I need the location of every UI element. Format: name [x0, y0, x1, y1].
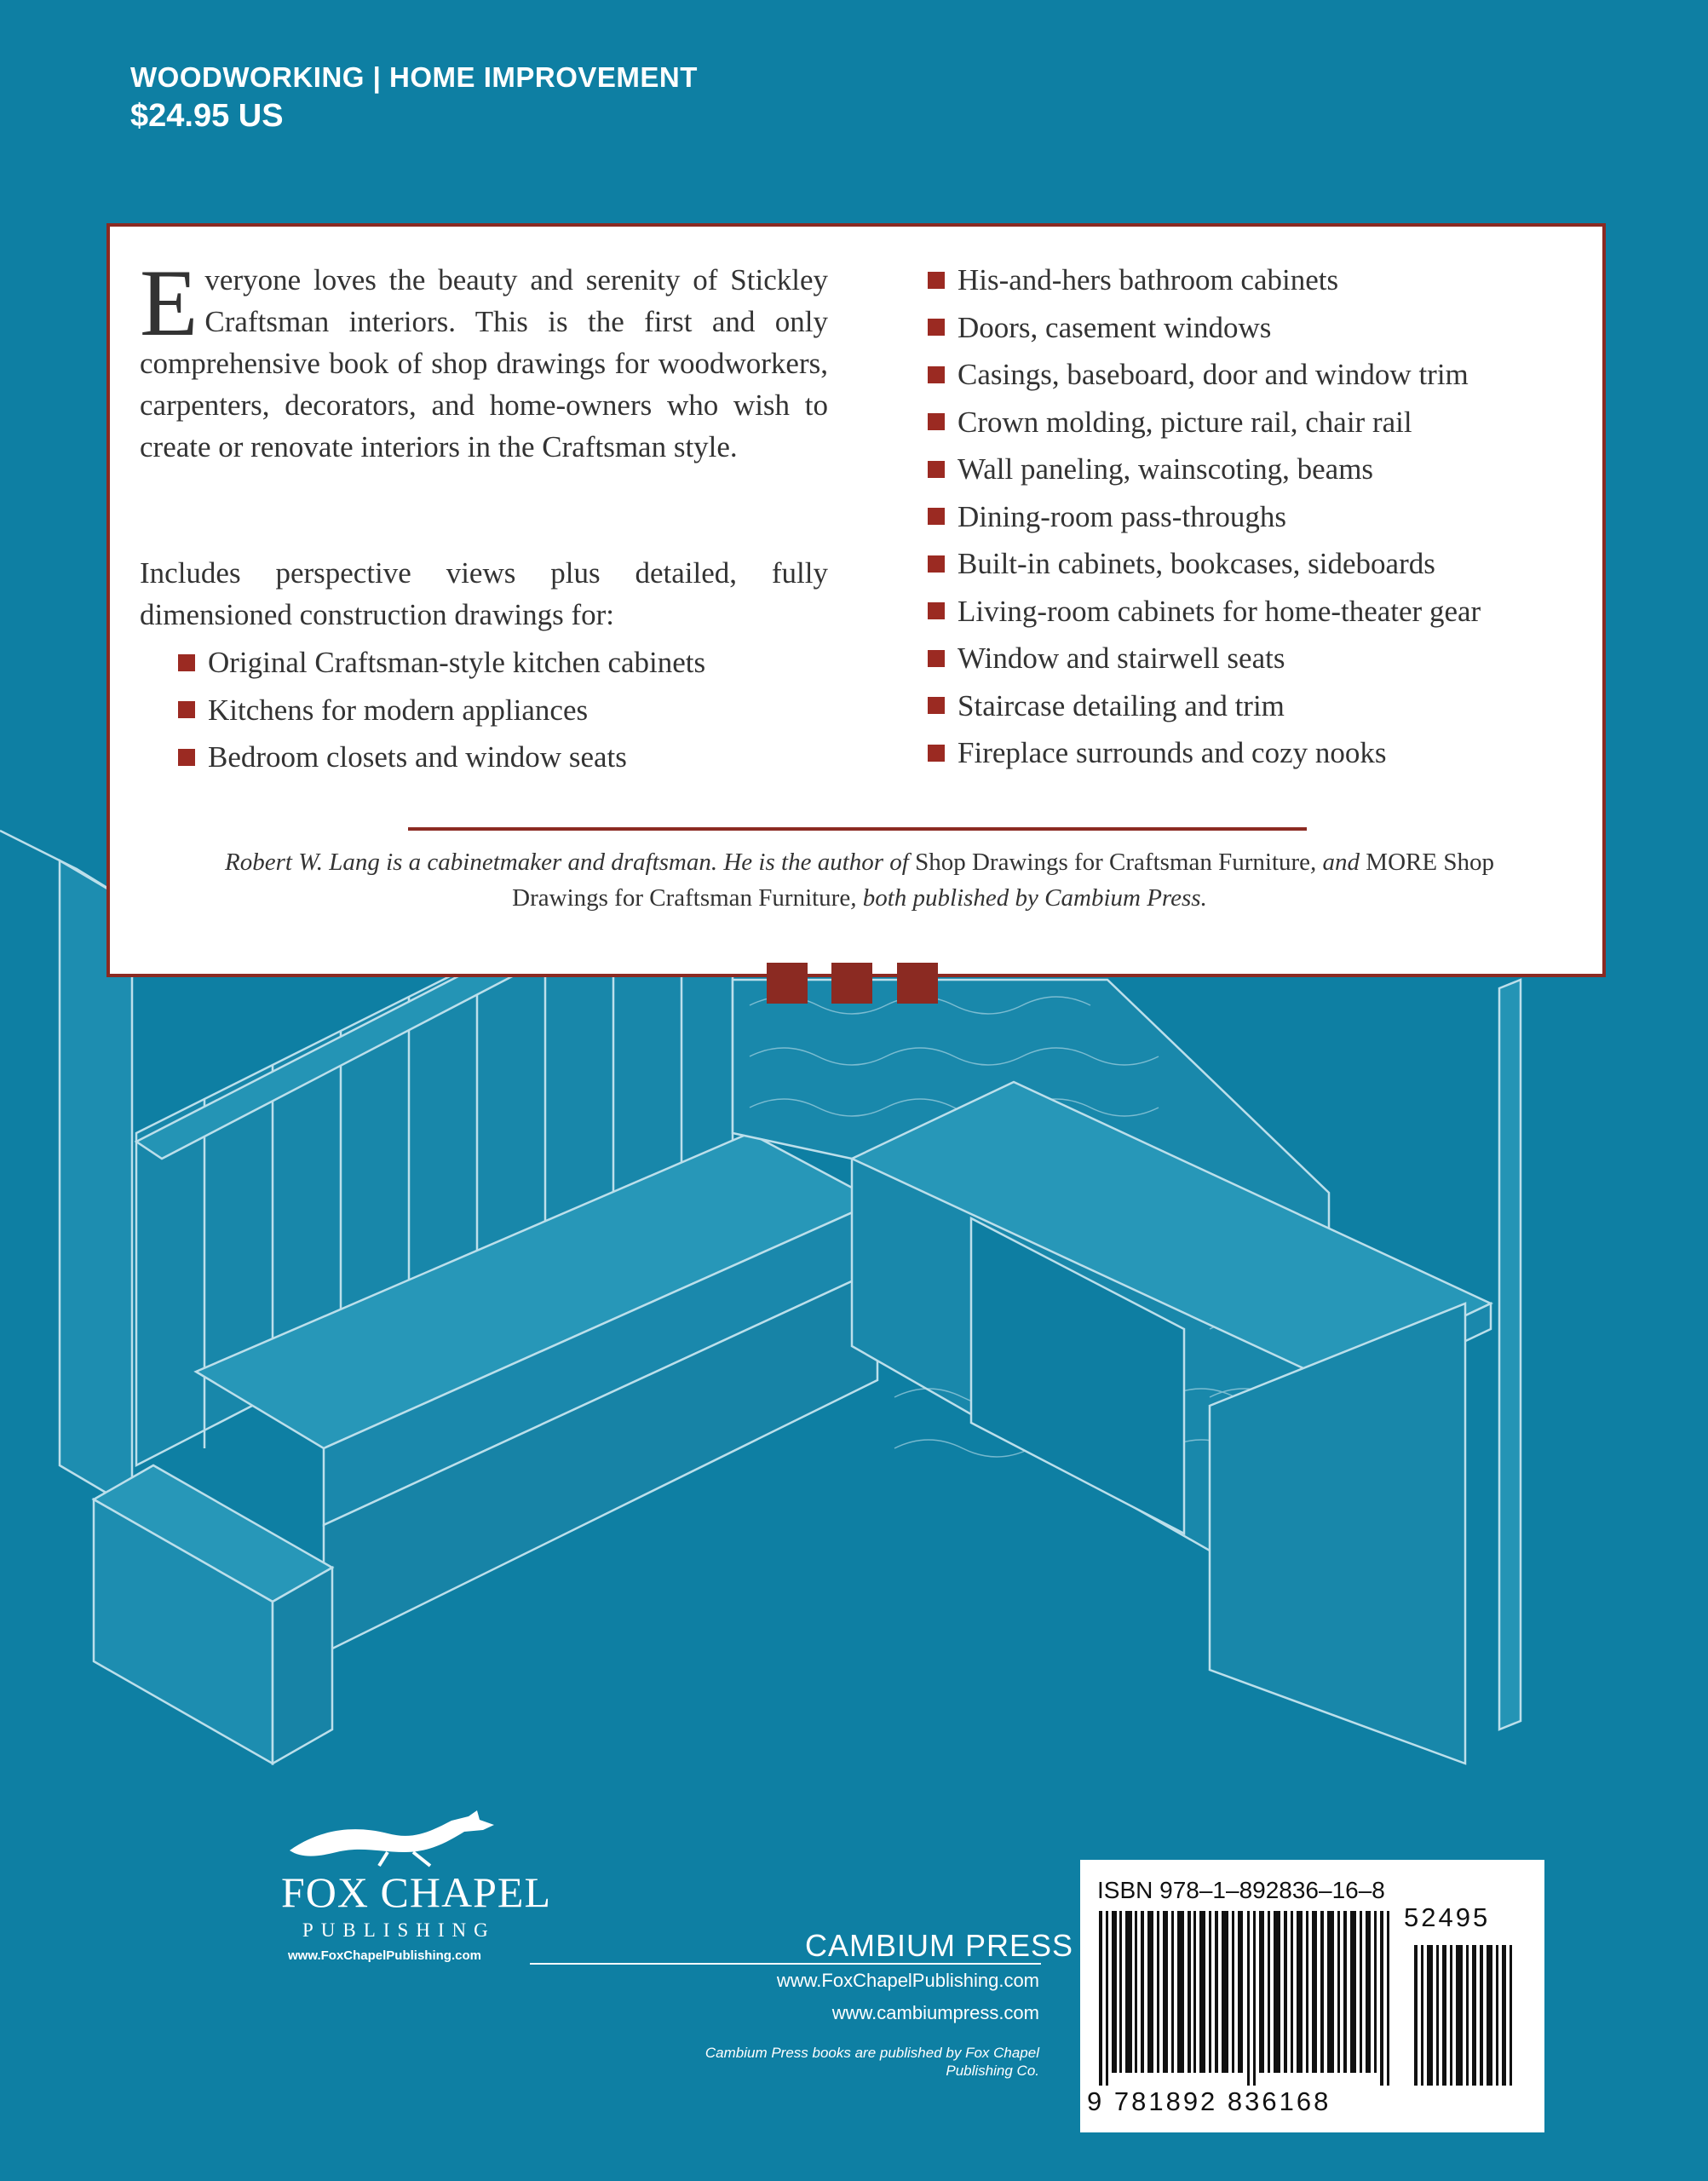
price-label: $24.95 US: [130, 98, 284, 134]
bullet-square-icon: [928, 366, 945, 383]
list-item: Kitchens for modern appliances: [178, 687, 825, 734]
list-item: Living-room cabinets for home-theater gear: [928, 588, 1592, 636]
list-item: Doors, casement windows: [928, 304, 1592, 352]
bullet-square-icon: [928, 697, 945, 714]
author-bio: Robert W. Lang is a cabinetmaker and draftsman. He is the author of Shop Drawings for Craftsman Furniture, and MORE Shop Drawings for Craftsman Furniture, both published by Cambium Press.: [225, 849, 1494, 912]
imprint-rule: [530, 1963, 1041, 1965]
imprint-name: CAMBIUM PRESS: [805, 1928, 1074, 1963]
red-square-icon: [831, 963, 872, 1004]
isbn-text: ISBN 978–1–892836–16–8: [1097, 1877, 1385, 1903]
list-item: Casings, baseboard, door and window trim: [928, 351, 1592, 399]
includes-paragraph: Includes perspective views plus detailed, fully dimensioned construction drawings for:: [140, 556, 828, 631]
list-item: Built-in cabinets, bookcases, sideboards: [928, 540, 1592, 588]
fox-logo-icon: [285, 1808, 503, 1867]
bullet-square-icon: [928, 461, 945, 478]
list-item: Fireplace surrounds and cozy nooks: [928, 729, 1592, 777]
list-item: Staircase detailing and trim: [928, 682, 1592, 730]
red-square-icon: [767, 963, 808, 1004]
price-code: 52495: [1404, 1902, 1491, 1932]
list-item: Original Craftsman-style kitchen cabinets: [178, 639, 825, 687]
barcode-box: [1080, 1860, 1544, 2132]
list-item: Wall paneling, wainscoting, beams: [928, 446, 1592, 493]
list-item: Bedroom closets and window seats: [178, 734, 825, 781]
bullet-square-icon: [928, 650, 945, 667]
red-square-icon: [897, 963, 938, 1004]
list-item: His-and-hers bathroom cabinets: [928, 256, 1592, 304]
publisher-name: FOX CHAPEL: [281, 1868, 551, 1916]
feature-list-right: [928, 256, 1592, 777]
category-label: WOODWORKING | HOME IMPROVEMENT: [130, 61, 698, 93]
foxchapel-url[interactable]: www.FoxChapelPublishing.com: [776, 1970, 1039, 1991]
list-item: Dining-room pass-throughs: [928, 493, 1592, 541]
bullet-square-icon: [928, 413, 945, 430]
description-panel: [106, 223, 1606, 977]
divider-rule: [408, 827, 1307, 831]
intro-paragraph: [140, 250, 828, 468]
publisher-note: Cambium Press books are published by Fox Chapel Publishing Co.: [704, 2045, 1039, 2079]
ean-number: 9 781892 836168: [1087, 2086, 1331, 2116]
intro-text: veryone loves the beauty and serenity of Stickley Craftsman interiors. This is the first and only comprehensive book of shop drawings for woodworkers, carpenters, decorators, and home-owners who wish to create or renovate interiors in the Craftsman style.: [140, 263, 828, 463]
feature-list-left: [178, 639, 825, 781]
dropcap-letter: E: [140, 250, 198, 356]
bullet-square-icon: [928, 555, 945, 573]
bullet-square-icon: [178, 749, 195, 766]
bullet-square-icon: [928, 602, 945, 619]
bullet-square-icon: [928, 319, 945, 336]
bullet-square-icon: [178, 701, 195, 718]
isbn-barcode: [1099, 1911, 1525, 2086]
bullet-square-icon: [928, 508, 945, 525]
bullet-square-icon: [928, 745, 945, 762]
publisher-url-small[interactable]: www.FoxChapelPublishing.com: [288, 1948, 481, 1963]
publisher-subtitle: PUBLISHING: [302, 1919, 496, 1941]
bullet-square-icon: [178, 654, 195, 671]
bullet-square-icon: [928, 272, 945, 289]
cambium-url[interactable]: www.cambiumpress.com: [831, 2002, 1039, 2023]
list-item: Crown molding, picture rail, chair rail: [928, 399, 1592, 446]
list-item: Window and stairwell seats: [928, 635, 1592, 682]
